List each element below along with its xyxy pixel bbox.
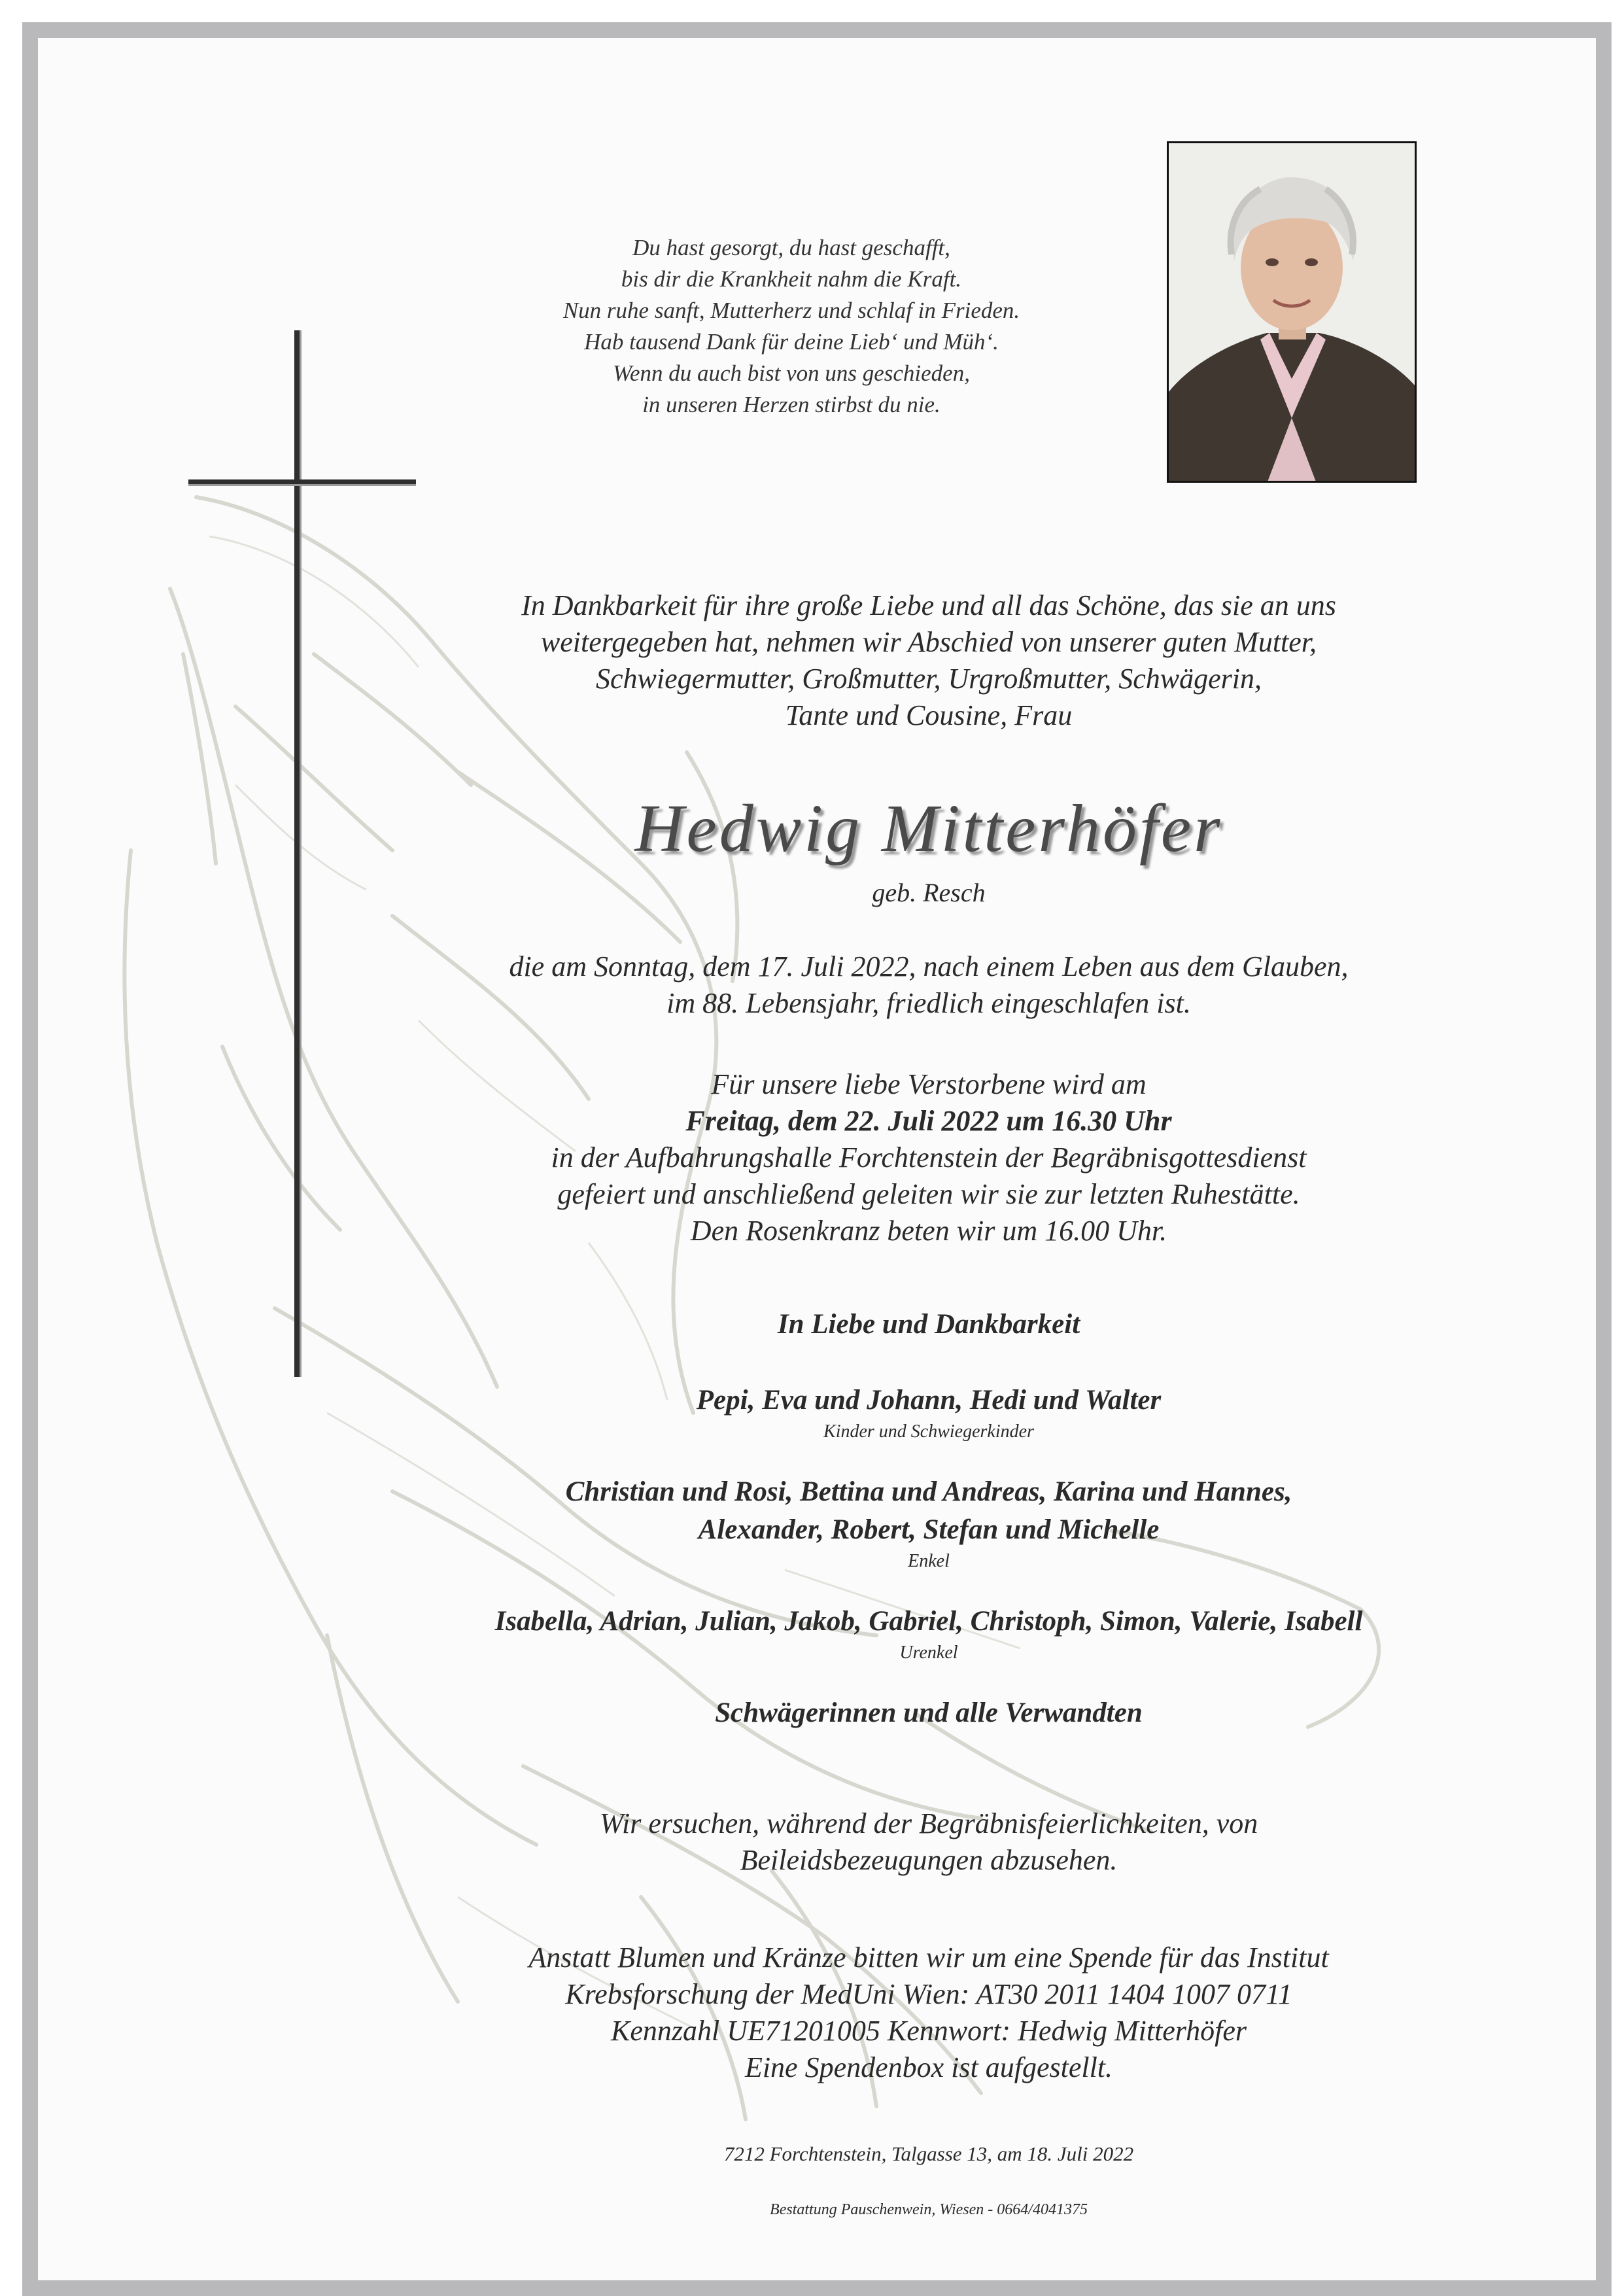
undertaker-contact: Bestattung Pauschenwein, Wiesen - 0664/4041375 (770, 2201, 1088, 2218)
mourner-names: Schwägerinnen und alle Verwandten (715, 1697, 1143, 1728)
intro-text (419, 587, 1439, 734)
deceased-name: Hedwig Mitterhöfer (634, 791, 1223, 866)
death-line: die am Sonntag, dem 17. Juli 2022, nach einem Leben aus dem Glauben, (509, 950, 1349, 983)
donation-line: Krebsforschung der MedUni Wien: AT30 2011 1404 1007 0711 (565, 1978, 1292, 2010)
intro-line: Tante und Cousine, Frau (785, 699, 1073, 731)
funeral-date: Freitag, dem 22. Juli 2022 um 16.30 Uhr (685, 1105, 1172, 1137)
poem-line: Nun ruhe sanft, Mutterherz und schlaf in Frieden. (562, 298, 1020, 323)
poem-line: in unseren Herzen stirbst du nie. (642, 392, 940, 417)
mourner-relation: Kinder und Schwiegerkinder (823, 1421, 1034, 1442)
funeral-info (419, 1066, 1439, 1249)
condolence-request (419, 1805, 1439, 1879)
poem-line: Hab tausend Dank für deine Lieb‘ und Müh‘. (584, 329, 999, 355)
donation-line: Anstatt Blumen und Kränze bitten wir um eine Spende für das Institut (528, 1941, 1329, 1974)
mourners-heading: In Liebe und Dankbarkeit (777, 1309, 1080, 1340)
death-line: im 88. Lebensjahr, friedlich eingeschlafen ist. (666, 987, 1191, 1019)
mourner-names: Isabella, Adrian, Julian, Jakob, Gabriel, Christoph, Simon, Valerie, Isabell (494, 1606, 1363, 1637)
mourner-names: Pepi, Eva und Johann, Hedi und Walter (696, 1385, 1162, 1416)
memorial-poem (386, 232, 1197, 421)
donation-info (419, 1939, 1439, 2086)
portrait-photo (1167, 141, 1417, 483)
maiden-name: geb. Resch (872, 878, 986, 907)
mourner-relation: Urenkel (899, 1643, 958, 1663)
poem-line: Wenn du auch bist von uns geschieden, (613, 360, 970, 386)
rosary-line: Den Rosenkranz beten wir um 16.00 Uhr. (690, 1215, 1167, 1247)
poem-line: bis dir die Krankheit nahm die Kraft. (621, 266, 962, 292)
death-notice (419, 948, 1439, 1022)
mourner-names: Alexander, Robert, Stefan und Michelle (698, 1514, 1160, 1545)
mourner-relation: Enkel (908, 1551, 950, 1571)
mourner-names: Christian und Rosi, Bettina und Andreas, Karina und Hannes, (565, 1476, 1292, 1507)
funeral-line: in der Aufbahrungshalle Forchtenstein der Begräbnisgottesdienst (551, 1141, 1307, 1174)
intro-line: In Dankbarkeit für ihre große Liebe und all das Schöne, das sie an uns (521, 589, 1336, 621)
donation-line: Kennzahl UE71201005 Kennwort: Hedwig Mitterhöfer (610, 2015, 1247, 2047)
request-line: Wir ersuchen, während der Begräbnisfeierlichkeiten, von (599, 1807, 1258, 1839)
funeral-line: gefeiert und anschließend geleiten wir sie zur letzten Ruhestätte. (557, 1178, 1300, 1210)
intro-line: Schwiegermutter, Großmutter, Urgroßmutter, Schwägerin, (595, 663, 1262, 695)
cross-vertical-bar (294, 330, 302, 1377)
place-and-date: 7212 Forchtenstein, Talgasse 13, am 18. Juli 2022 (723, 2142, 1134, 2165)
poem-line: Du hast gesorgt, du hast geschafft, (632, 235, 950, 260)
intro-line: weitergegeben hat, nehmen wir Abschied von unserer guten Mutter, (540, 626, 1317, 658)
request-line: Beileidsbezeugungen abzusehen. (740, 1844, 1118, 1876)
funeral-line: Für unsere liebe Verstorbene wird am (711, 1068, 1147, 1100)
mourners-list (392, 1306, 1465, 1732)
cross-horizontal-bar (188, 479, 416, 486)
donation-line: Eine Spendenbox ist aufgestellt. (744, 2051, 1113, 2083)
